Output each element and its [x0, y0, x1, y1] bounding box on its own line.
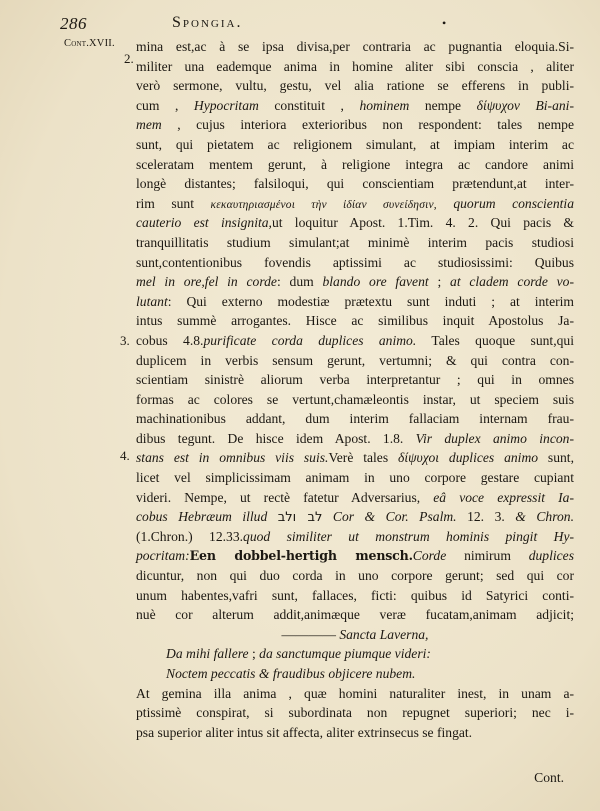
text-line: mem , cujus interiora exterioribus non respondent: tales nempe: [136, 117, 574, 133]
verse-line: ———— Sancta Laverna,: [281, 626, 429, 642]
text-line: videri. Nempe, ut rectè fatetur Adversarius, eâ voce expressit Ia-: [136, 489, 574, 505]
text-line: duplicem in verbis sensum gerunt, vertumni; & qui contra con-: [136, 352, 574, 368]
text-line: machinationibus addant, dum interim fallaciam internam frau-: [136, 411, 574, 427]
text-line: sceleratam mentem gerunt, à religione integra ac candore animi: [136, 156, 574, 172]
body-text: [136, 37, 574, 742]
text-line: cum , Hypocritam constituit , hominem nempe δίψυχον Bi-ani-: [136, 97, 574, 113]
text-line: longè distantes; falsiloqui, qui conscientiam prætendunt,at inter-: [136, 176, 574, 192]
text-line: sunt,contentionibus fovendis aptissimi ac studiosissimi: Quibus: [136, 254, 574, 270]
text-line: verò sermone, vultu, gestu, vel alia ratione se efferens in publi-: [136, 78, 574, 94]
text-line: psa superior aliter intus sit affecta, aliter extrinsecus se fingat.: [136, 724, 473, 740]
text-line: cobus 4.8.purificate corda duplices animo. Tales quoque sunt,qui: [136, 332, 574, 348]
text-line: formas ac colores se vertunt,chamæleontis instar, ut speciem suis: [136, 391, 574, 407]
text-line: mel in ore,fel in corde: dum blando ore favent ; at cladem corde vo-: [136, 274, 575, 290]
verse-line: Noctem peccatis & fraudibus objicere nubem.: [166, 666, 416, 681]
text-line: sunt, qui pietatem ac religionem simulant, at impiam interim ac: [136, 136, 574, 152]
text-line: At gemina illa anima , quæ homini naturaliter inest, in unam a-: [136, 685, 574, 701]
dutch-gothic-phrase: Een dobbel-hertigh mensch.: [189, 548, 413, 564]
page-number: 286: [60, 14, 87, 33]
margin-note-3: 3.: [120, 333, 130, 348]
text-line: pocritam:Een dobbel-hertigh mensch.Corde nimirum duplices: [136, 548, 575, 564]
margin-chapter-reference: Cont.XVII.: [64, 38, 115, 49]
text-line: mina est,ac à se ipsa divisa,per contraria ac pugnantia eloquia.Si-: [136, 39, 574, 54]
text-line: stans est in omnibus viis suis.Verè tales δίψυχοι duplices animo sunt,: [136, 450, 574, 466]
text-line: rim sunt κεκαυτηριασμένοι τὴν ἰδίαν συνείδησιν, quorum conscientia: [136, 195, 574, 211]
text-line: dicuntur, non qui duo corda in uno corpore gerunt; sed qui cor: [136, 568, 574, 584]
text-line: cauterio est insignita,ut loquitur Apost. 1.Tim. 4. 2. Qui pacis &: [136, 215, 574, 231]
text-line: licet vel simplicissimam animam in uno corpore gestare cupiant: [136, 470, 574, 486]
verse-line: Da mihi fallere ; da sanctumque piumque videri:: [166, 646, 431, 662]
text-line: nuè cor alterum addit,animæque veræ fucatam,animam adjicit;: [136, 607, 574, 623]
text-line: ptissimè conspirat, si subordinata non repugnet superiori; nec i-: [136, 705, 574, 721]
running-title: Spongia.: [172, 14, 243, 31]
catchword: Cont.: [534, 770, 564, 785]
page-header: [60, 14, 580, 36]
ornament-icon: •: [442, 16, 447, 30]
margin-note-4: 4.: [120, 448, 130, 463]
text-line: militer una eademque anima in homine aliter sibi conscia , aliter: [136, 58, 574, 74]
text-line: lutant: Qui externo modestiæ prætextu sunt induti ; at interim: [136, 293, 574, 309]
text-line: cobus Hebræum illud לב ולב Cor & Cor. Psalm. 12. 3. & Chron.: [136, 509, 575, 526]
text-line: (1.Chron.) 12.33.quod similiter ut monstrum hominis pingit Hy-: [136, 528, 574, 544]
text-line: dibus tegunt. De hisce idem Apost. 1.8. Vir duplex animo incon-: [136, 430, 574, 446]
margin-note-2: 2.: [124, 51, 134, 66]
text-line: tranquillitatis studium simulant;at minimè interim pacis studiosi: [136, 234, 574, 250]
greek-phrase: κεκαυτηριασμένοι τὴν ἰδίαν συνείδησιν,: [210, 198, 437, 211]
text-line: scientiam sinistrè aliorum verba interpretantur ; qui in omnes: [136, 372, 574, 388]
hebrew-phrase: לב ולב: [277, 510, 323, 526]
text-line: intus summè arrogantes. Hisce ac similibus inquit Apostolus Ja-: [136, 313, 574, 329]
text-line: unum habentes,vafri sunt, fallaces, ficti: quibus id Satyrici conti-: [136, 587, 574, 603]
